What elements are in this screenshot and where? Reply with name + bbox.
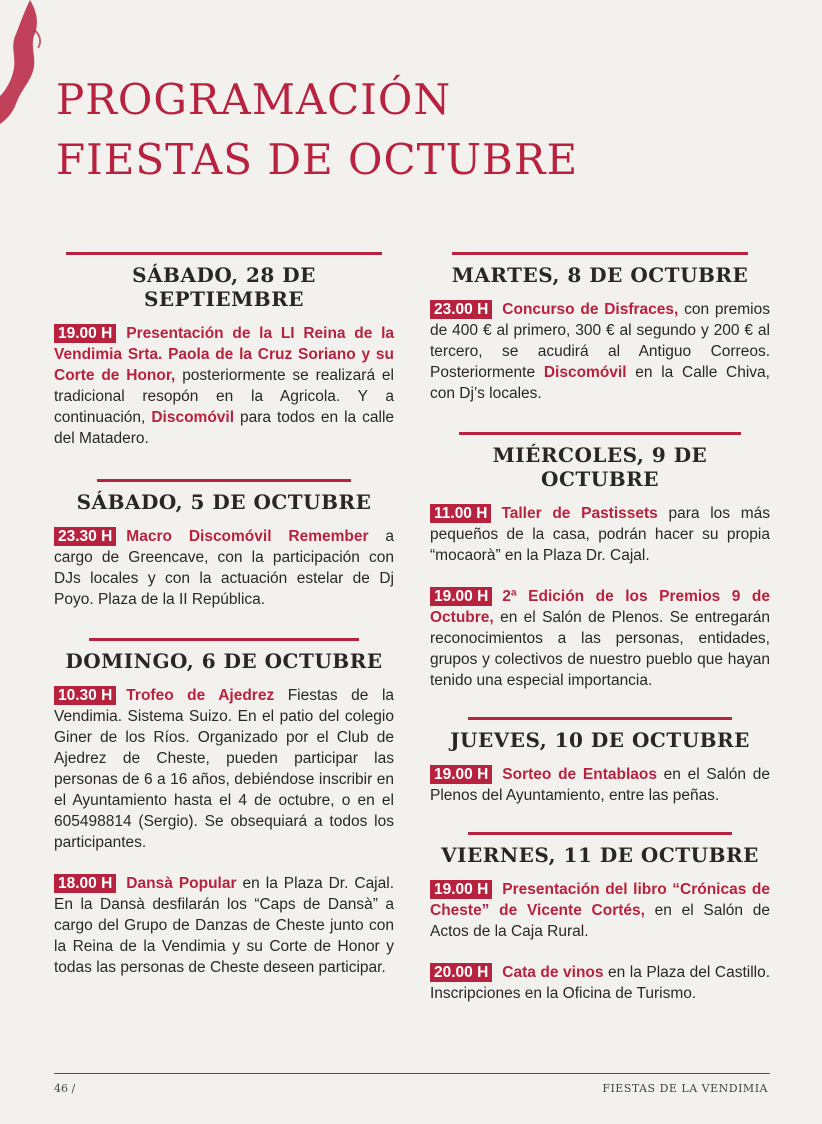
day-section xyxy=(54,252,394,449)
event-highlight: Presentación del libro “Crónicas de Cheste” de Vicente Cortés, xyxy=(430,881,770,919)
day-heading: SÁBADO, 28 DE SEPTIEMBRE xyxy=(132,263,316,311)
paint-splash-decoration xyxy=(0,0,60,140)
day-heading: SÁBADO, 5 DE OCTUBRE xyxy=(76,490,372,514)
day-section xyxy=(430,432,770,691)
day-section xyxy=(430,717,770,806)
event-highlight: Concurso de Disfraces, xyxy=(502,301,679,318)
event-text: con premios de 400 € al primero, 300 € al segundo y 200 € al tercero, se acudirá al Antiguo Correos. Posteriormente xyxy=(430,301,770,381)
time-badge: 23.30 H xyxy=(54,527,116,546)
time-badge: 19.00 H xyxy=(430,880,492,899)
event-text: en el Salón de Plenos del Ayuntamiento, entre las peñas. xyxy=(430,766,770,804)
day-section xyxy=(54,479,394,610)
day-heading: MIÉRCOLES, 9 DE OCTUBRE xyxy=(492,443,708,491)
event-highlight: Trofeo de Ajedrez xyxy=(126,687,275,704)
time-badge: 18.00 H xyxy=(54,874,116,893)
day-heading: MARTES, 8 DE OCTUBRE xyxy=(451,263,749,287)
event-text: en el Salón de Plenos. Se entregarán reconocimientos a las personas, entidades, grupos y colectivos de nuestro pueblo que hayan tenido una especial importancia. xyxy=(430,609,770,689)
event-text: posteriormente se realizará el tradicional resopón en la Agricola. Y a continuación, xyxy=(54,367,394,426)
event-highlight: Sorteo de Entablaos xyxy=(502,766,657,783)
event-text: a cargo de Greencave, con la participación con DJs locales y con la actuación estelar de Dj Poyo. Plaza de la II República. xyxy=(54,528,394,608)
event-text: para los más pequeños de la casa, podrán hacer su propia “mocaorà” en la Plaza Dr. Cajal. xyxy=(430,505,770,564)
day-heading: JUEVES, 10 DE OCTUBRE xyxy=(450,728,750,752)
event-highlight: Dansà Popular xyxy=(126,875,237,892)
time-badge: 19.00 H xyxy=(430,765,492,784)
time-badge: 19.00 H xyxy=(54,324,116,343)
event-item xyxy=(54,685,394,853)
event-text: Fiestas de la Vendimia. Sistema Suizo. En el patio del colegio Giner de los Ríos. Organizado por el Club de Ajedrez de Cheste, pueden participar las personas de 6 a 16 años, debiéndose inscribir en el Ayuntamiento hasta el 4 de octubre, o en el 605498814 (Sergio). Se obsequiará a todos los participantes. xyxy=(54,687,395,851)
event-highlight: Macro Discomóvil Remember xyxy=(126,528,369,545)
page-title xyxy=(56,70,578,190)
day-section xyxy=(430,832,770,1004)
event-highlight: Presentación de la LI Reina de la Vendimia Srta. Paola de la Cruz Soriano y su Corte de Honor, xyxy=(54,325,394,384)
event-item xyxy=(430,299,770,404)
day-heading: VIERNES, 11 DE OCTUBRE xyxy=(441,843,759,867)
event-item xyxy=(54,323,394,449)
event-text: en la Plaza del Castillo. Inscripciones en la Oficina de Turismo. xyxy=(430,964,771,1002)
event-highlight: Cata de vinos xyxy=(502,964,604,981)
day-section xyxy=(430,252,770,404)
time-badge: 11.00 H xyxy=(430,504,491,523)
event-highlight-2: Discomóvil xyxy=(151,409,235,426)
event-highlight: Taller de Pastissets xyxy=(501,505,658,522)
time-badge: 20.00 H xyxy=(430,963,492,982)
time-badge: 23.00 H xyxy=(430,300,492,319)
page-number: 46 / xyxy=(54,1082,76,1095)
event-highlight: 2ª Edición de los Premios 9 de Octubre, xyxy=(430,588,770,626)
event-text-2: para todos en la calle del Matadero. xyxy=(54,409,395,447)
time-badge: 10.30 H xyxy=(54,686,116,705)
event-item xyxy=(430,586,770,691)
footer-divider xyxy=(54,1073,770,1074)
event-highlight-2: Discomóvil xyxy=(543,364,627,381)
event-item xyxy=(430,962,770,1004)
event-item xyxy=(430,764,770,806)
time-badge: 19.00 H xyxy=(430,587,492,606)
day-heading: DOMINGO, 6 DE OCTUBRE xyxy=(65,649,383,673)
day-section xyxy=(54,638,394,978)
title-line-1: PROGRAMACIÓN xyxy=(56,75,452,124)
event-item xyxy=(430,503,770,566)
publication-title: FIESTAS DE LA VENDIMIA xyxy=(602,1082,768,1095)
left-column xyxy=(54,252,394,978)
event-item xyxy=(54,873,394,978)
event-text: en la Plaza Dr. Cajal. En la Dansà desfilarán los “Caps de Dansà” a cargo del Grupo de Danzas de Cheste junto con la Reina de la Vendimia y su Corte de Honor y todas las personas de Cheste deseen participar. xyxy=(54,875,394,976)
right-column xyxy=(430,252,770,1004)
title-line-2: FIESTAS DE OCTUBRE xyxy=(56,135,579,184)
event-item xyxy=(430,879,770,942)
event-text-2: en la Calle Chiva, con Dj’s locales. xyxy=(430,364,770,402)
event-text: en el Salón de Actos de la Caja Rural. xyxy=(430,902,770,940)
event-item xyxy=(54,526,394,610)
